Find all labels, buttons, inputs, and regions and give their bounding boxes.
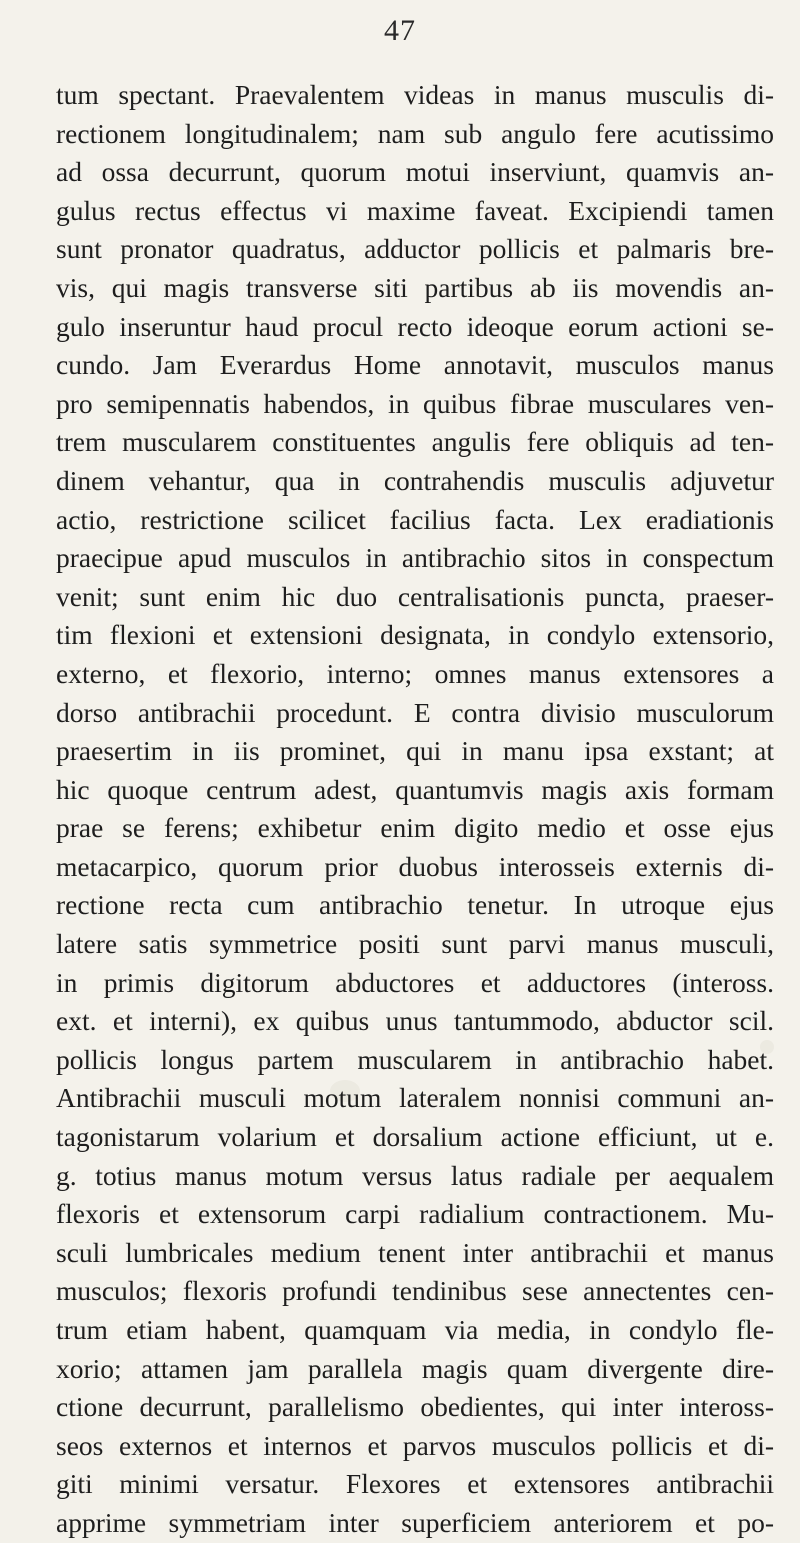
text-line: ctione decurrunt, parallelismo obedientes, qui inter inteross-: [56, 1391, 774, 1423]
text-line: actio, restrictione scilicet facilius facta. Lex eradiationis: [56, 503, 774, 535]
text-line: externo, et flexorio, interno; omnes manus extensores a: [56, 657, 774, 689]
text-line: hic quoque centrum adest, quantumvis magis axis formam: [56, 773, 774, 805]
text-line: tum spectant. Praevalentem videas in manus musculis di-: [56, 79, 774, 110]
text-line: musculos; flexoris profundi tendinibus sese annectentes cen-: [56, 1275, 774, 1307]
page-number: 47: [384, 14, 416, 47]
text-line: xorio; attamen jam parallela magis quam divergente dire-: [56, 1352, 774, 1384]
text-line: dorso antibrachii procedunt. E contra divisio musculorum: [56, 696, 774, 728]
text-line: giti minimi versatur. Flexores et extensores antibrachii: [56, 1468, 774, 1500]
text-line: seos externos et internos et parvos musculos pollicis et di-: [56, 1429, 774, 1461]
text-line: latere satis symmetrice positi sunt parvi manus musculi,: [56, 928, 774, 960]
text-line: venit; sunt enim hic duo centralisationis puncta, praeser-: [56, 580, 774, 612]
text-line: tim flexioni et extensioni designata, in condylo extensorio,: [56, 619, 774, 651]
text-line: ad ossa decurrunt, quorum motui inserviunt, quamvis an-: [56, 156, 774, 188]
text-line: sculi lumbricales medium tenent inter antibrachii et manus: [56, 1236, 774, 1268]
text-line: rectione recta cum antibrachio tenetur. In utroque ejus: [56, 889, 774, 921]
text-line: Antibrachii musculi motum lateralem nonnisi communi an-: [56, 1082, 774, 1114]
text-line: in primis digitorum abductores et adductores (inteross.: [56, 966, 774, 998]
body-text: [56, 76, 774, 1543]
text-line: vis, qui magis transverse siti partibus ab iis movendis an-: [56, 271, 774, 303]
text-line: dinem vehantur, qua in contrahendis musculis adjuvetur: [56, 464, 774, 496]
text-line: sunt pronator quadratus, adductor pollicis et palmaris bre-: [56, 233, 774, 265]
text-line: tagonistarum volarium et dorsalium actione efficiunt, ut e.: [56, 1121, 774, 1153]
text-line: flexoris et extensorum carpi radialium contractionem. Mu-: [56, 1198, 774, 1230]
text-line: praesertim in iis prominet, qui in manu ipsa exstant; at: [56, 735, 774, 767]
text-line: rectionem longitudinalem; nam sub angulo fere acutissimo: [56, 117, 774, 149]
text-line: prae se ferens; exhibetur enim digito medio et osse ejus: [56, 812, 774, 844]
text-line: pro semipennatis habendos, in quibus fibrae musculares ven-: [56, 387, 774, 419]
text-line: gulo inseruntur haud procul recto ideoque eorum actioni se-: [56, 310, 774, 342]
text-line: trem muscularem constituentes angulis fere obliquis ad ten-: [56, 426, 774, 458]
text-line: cundo. Jam Everardus Home annotavit, musculos manus: [56, 349, 774, 381]
text-line: gulus rectus effectus vi maxime faveat. Excipiendi tamen: [56, 194, 774, 226]
text-line: metacarpico, quorum prior duobus interosseis externis di-: [56, 850, 774, 882]
text-line: pollicis longus partem muscularem in antibrachio habet.: [56, 1043, 774, 1075]
text-line: praecipue apud musculos in antibrachio sitos in conspectum: [56, 542, 774, 574]
text-line: trum etiam habent, quamquam via media, in condylo fle-: [56, 1314, 774, 1345]
text-line: g. totius manus motum versus latus radiale per aequalem: [56, 1159, 774, 1191]
text-line: ext. et interni), ex quibus unus tantummodo, abductor scil.: [56, 1005, 774, 1037]
text-line: apprime symmetriam inter superficiem anteriorem et po-: [56, 1506, 774, 1538]
